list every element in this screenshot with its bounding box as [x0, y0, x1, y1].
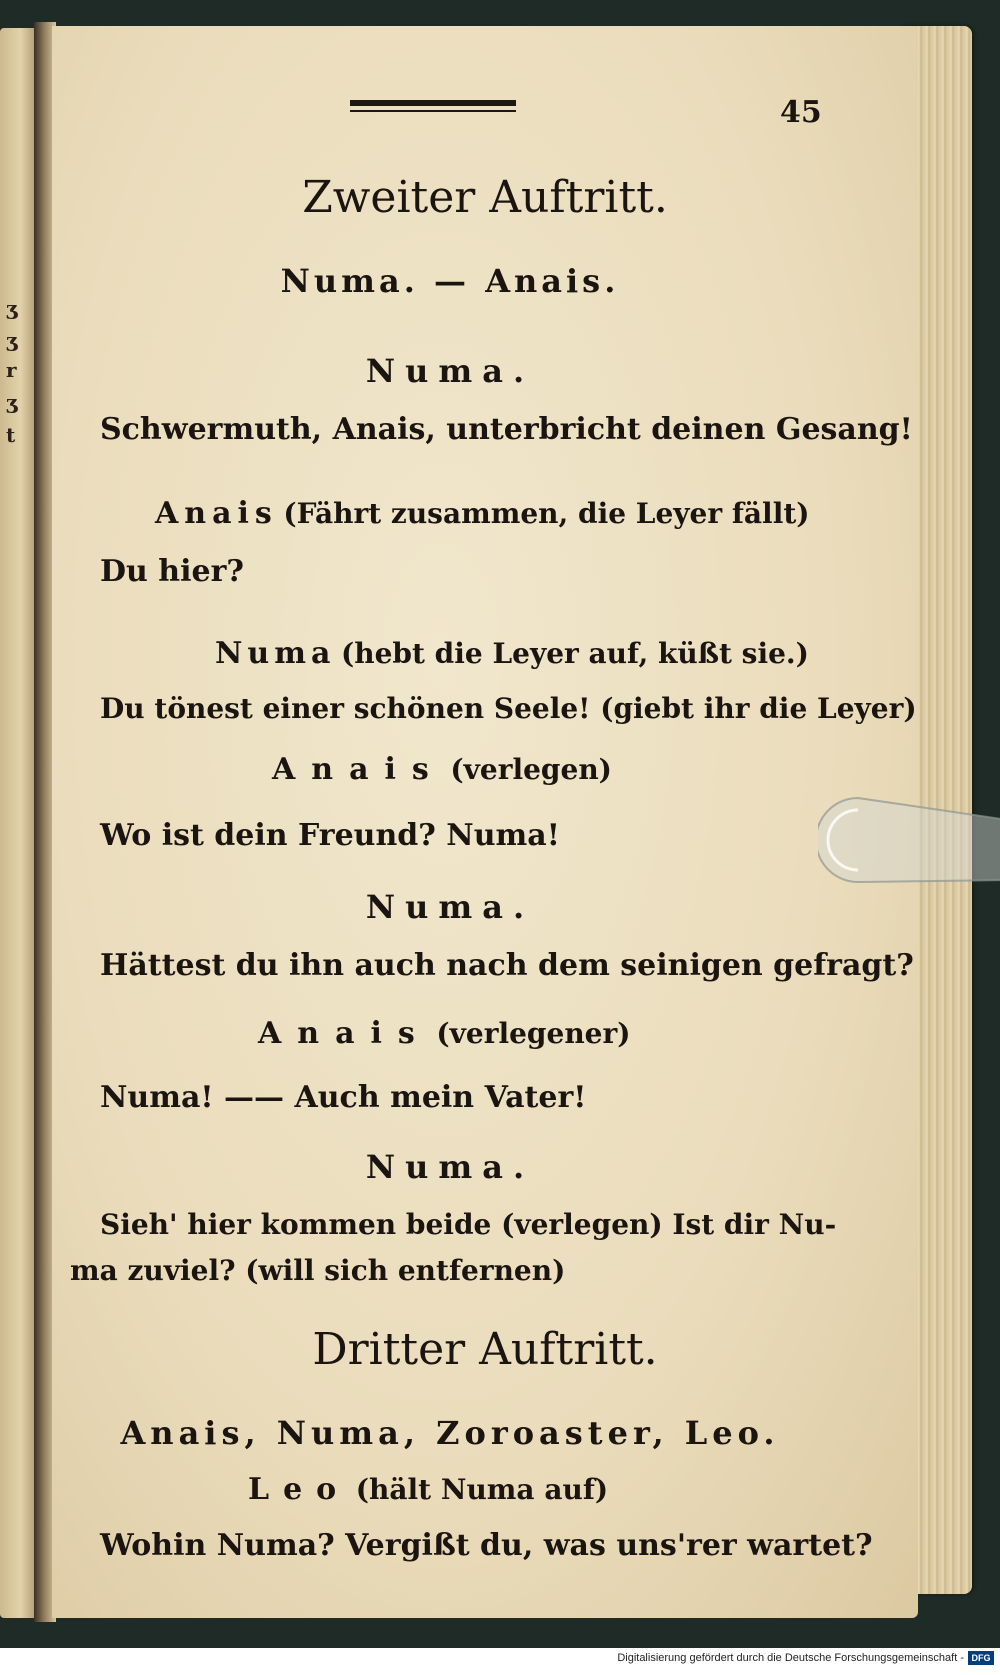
- left-facing-page: [0, 28, 34, 1618]
- speaker-name: Numa.: [365, 352, 535, 390]
- left-page-fragment: ʒ: [6, 390, 18, 414]
- dialogue-text: Wohin Numa? Vergißt du, was uns'rer wartet?: [100, 1528, 873, 1563]
- speaker-line: [155, 496, 810, 531]
- speaker-name: Anais: [155, 496, 278, 531]
- speaker-name: Numa.: [365, 888, 535, 926]
- dialogue-text: Wo ist dein Freund? Numa!: [100, 818, 560, 853]
- left-page-fragment: ʒ: [6, 328, 18, 352]
- speaker-name: Anais: [272, 752, 445, 787]
- cast-list: Numa. — Anais.: [280, 262, 620, 300]
- scene-heading: Dritter Auftritt.: [312, 1324, 658, 1375]
- stage-direction: (hält Numa auf): [355, 1473, 609, 1506]
- page-number: 45: [780, 95, 822, 130]
- speaker-line: [215, 636, 809, 671]
- speaker-line: [248, 1472, 608, 1507]
- digitization-credit: Digitalisierung gefördert durch die Deutsche Forschungsgemeinschaft -: [617, 1652, 964, 1664]
- dfg-logo: DFG: [968, 1651, 994, 1665]
- speaker-name: Anais: [258, 1016, 431, 1051]
- left-page-fragment: t: [6, 423, 16, 447]
- header-ornament: [350, 100, 516, 114]
- speaker-name: Numa: [215, 636, 336, 671]
- dialogue-text: Hättest du ihn auch nach dem seinigen gefragt?: [100, 948, 914, 983]
- dialogue-text: ma zuviel? (will sich entfernen): [70, 1254, 566, 1287]
- dialogue-text: Numa! —— Auch mein Vater!: [100, 1080, 587, 1115]
- speaker-name: Numa.: [365, 1148, 535, 1186]
- stage-direction: (Fährt zusammen, die Leyer fällt): [283, 497, 810, 530]
- cast-list: Anais, Numa, Zoroaster, Leo.: [120, 1414, 780, 1452]
- speaker-line: [272, 752, 612, 787]
- dialogue-text: Du hier?: [100, 554, 244, 589]
- dialogue-text: Sieh' hier kommen beide (verlegen) Ist dir Nu-: [100, 1208, 837, 1241]
- stage-direction: (verlegener): [436, 1017, 631, 1050]
- dialogue-text: Schwermuth, Anais, unterbricht deinen Gesang!: [100, 412, 913, 447]
- page-clip: [818, 790, 1000, 890]
- scene-heading: Zweiter Auftritt.: [302, 172, 668, 223]
- stage-direction: (verlegen): [450, 753, 612, 786]
- dialogue-text: Du tönest einer schönen Seele! (giebt ihr die Leyer): [100, 692, 917, 725]
- stage-direction: (hebt die Leyer auf, küßt sie.): [341, 637, 809, 670]
- left-page-fragment: r: [6, 358, 17, 382]
- speaker-line: [258, 1016, 631, 1051]
- speaker-name: Leo: [248, 1472, 351, 1507]
- left-page-fragment: ʒ: [6, 296, 18, 320]
